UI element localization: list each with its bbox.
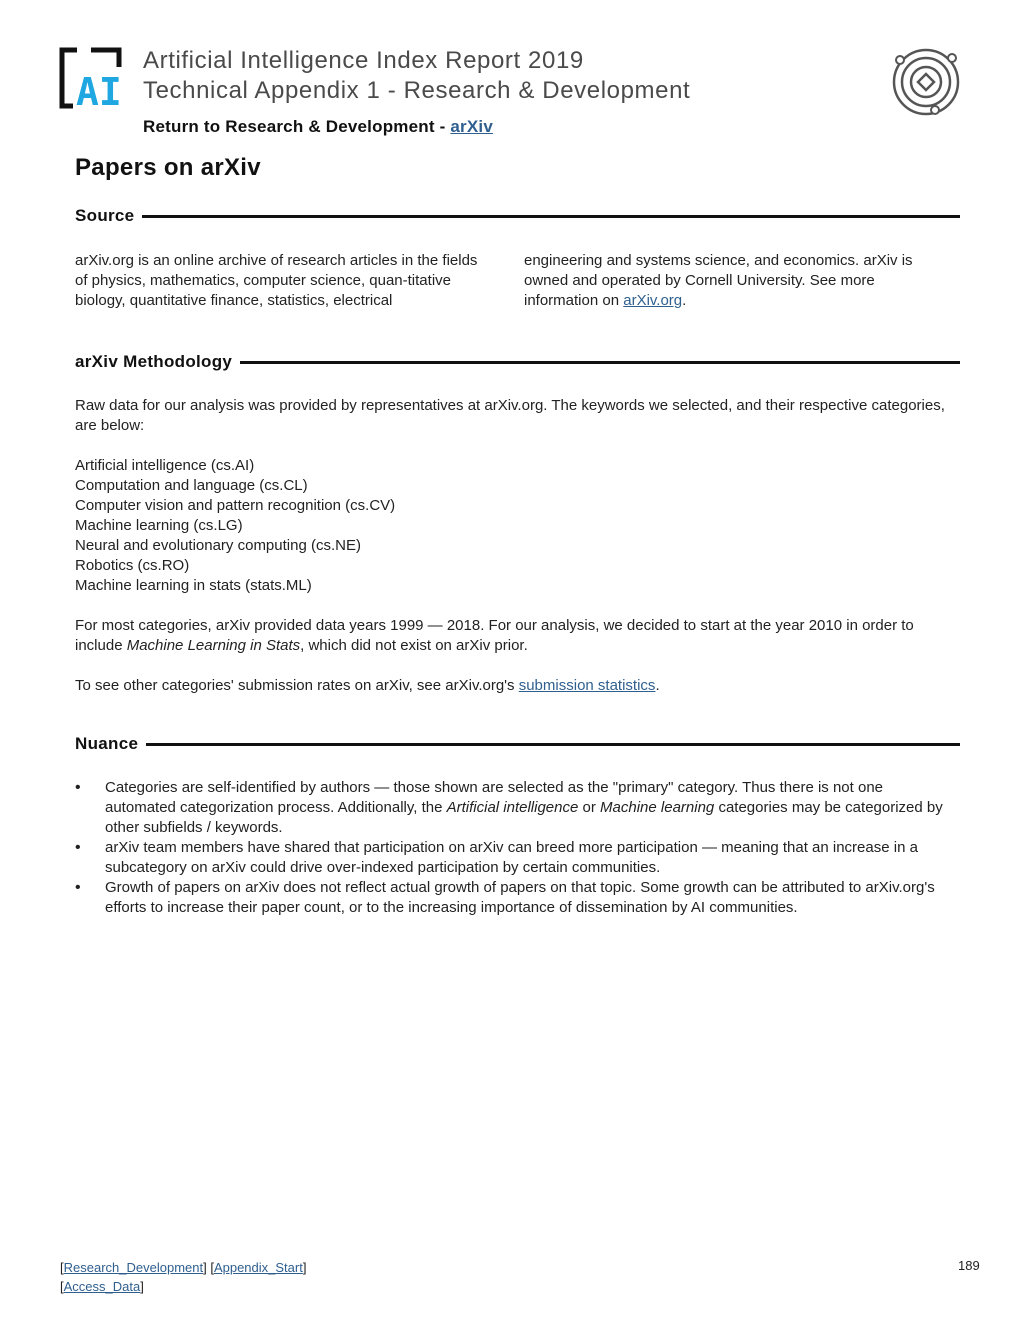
- footer-research-link[interactable]: Research_Development: [63, 1260, 204, 1275]
- footer-access-data-link[interactable]: Access_Data: [63, 1279, 141, 1294]
- b3-text: Growth of papers on arXiv does not reflect actual growth of papers on that topic. Some growth can be attributed to arXiv.org's efforts to increase their paper count, or to the increasing importance of dissemination by AI communities.: [105, 879, 935, 916]
- methodology-heading: [75, 352, 960, 372]
- list-item: [75, 838, 955, 878]
- list-item: [75, 878, 955, 918]
- page-number: 189: [958, 1258, 980, 1273]
- list-item: Neural and evolutionary computing (cs.NE): [75, 537, 361, 554]
- arxiv-org-link[interactable]: arXiv.org: [623, 292, 683, 309]
- source-col-right-end: .: [682, 292, 687, 309]
- source-col-left: arXiv.org is an online archive of research articles in the fields of physics, mathematics, computer science, quan-titative biology, quantitative finance, statistics, electrical: [75, 252, 478, 309]
- list-item: Robotics (cs.RO): [75, 557, 190, 574]
- footer-nav: [Research_Development] [Appendix_Start] [Access_Data]: [60, 1260, 307, 1294]
- b1-text3: categories may be categorized by other subfields / keywords.: [105, 799, 943, 836]
- bullet-icon: •: [75, 779, 81, 796]
- ai-index-logo: [59, 47, 131, 109]
- list-item: Machine learning (cs.LG): [75, 517, 243, 534]
- methodology-rule: [240, 361, 960, 364]
- bullet-icon: •: [75, 839, 81, 856]
- b1-em1: Artificial intelligence: [446, 799, 579, 816]
- methodology-intro: Raw data for our analysis was provided by representatives at arXiv.org. The keywords we selected, and their respective categories, are below:: [75, 397, 945, 434]
- list-item: [75, 778, 955, 838]
- b1-text2: or: [578, 799, 601, 816]
- source-heading-label: Source: [75, 206, 135, 225]
- b2-text: arXiv team members have shared that participation on arXiv can breed more participation — meaning that an increase in a subcategory on arXiv could drive over-indexed participation by certain communities.: [105, 839, 918, 876]
- years-em: Machine Learning in Stats: [126, 637, 301, 654]
- logo-text: AI: [76, 70, 122, 109]
- years-text-1: For most categories, arXiv provided data years 1999 — 2018. For our analysis, we decided to start at the year 2010 in order to include: [75, 617, 914, 654]
- report-title: [143, 46, 690, 106]
- orbit-icon: [888, 44, 964, 120]
- page-title: Papers on arXiv: [75, 154, 261, 181]
- source-rule: [142, 215, 960, 218]
- other-end: .: [655, 677, 660, 694]
- source-heading: [75, 206, 960, 226]
- submission-statistics-link[interactable]: submission statistics: [518, 677, 656, 694]
- years-paragraph: [75, 616, 955, 656]
- return-arxiv-link[interactable]: arXiv: [450, 117, 493, 136]
- nuance-bullets: [75, 778, 955, 918]
- list-item: Artificial intelligence (cs.AI): [75, 457, 255, 474]
- category-list: [75, 456, 955, 596]
- b1-em2: Machine learning: [600, 799, 715, 816]
- nuance-rule: [146, 743, 960, 746]
- nuance-heading-label: Nuance: [75, 734, 139, 753]
- list-item: Computer vision and pattern recognition (cs.CV): [75, 497, 396, 514]
- years-text-2: , which did not exist on arXiv prior.: [300, 637, 528, 654]
- list-item: Machine learning in stats (stats.ML): [75, 577, 312, 594]
- footer-appendix-link[interactable]: Appendix_Start: [213, 1260, 303, 1275]
- methodology-heading-label: arXiv Methodology: [75, 352, 233, 371]
- source-col-right: [524, 251, 934, 311]
- report-title-line2: Technical Appendix 1 - Research & Development: [143, 77, 691, 104]
- return-nav: [143, 117, 493, 137]
- other-text: To see other categories' submission rates on arXiv, see arXiv.org's: [75, 677, 519, 694]
- b1-text1: Categories are self-identified by authors — those shown are selected as the "primary" category. Thus there is not one automated categorization process. Additionally, the: [105, 779, 884, 816]
- other-categories-paragraph: [75, 676, 955, 696]
- bullet-icon: •: [75, 879, 81, 896]
- nuance-heading: [75, 734, 960, 754]
- return-prefix: Return to Research & Development -: [143, 117, 451, 136]
- list-item: Computation and language (cs.CL): [75, 477, 308, 494]
- report-title-line1: Artificial Intelligence Index Report 2019: [143, 47, 584, 74]
- source-col-right-text: engineering and systems science, and economics. arXiv is owned and operated by Cornell University. See more information on: [524, 252, 913, 309]
